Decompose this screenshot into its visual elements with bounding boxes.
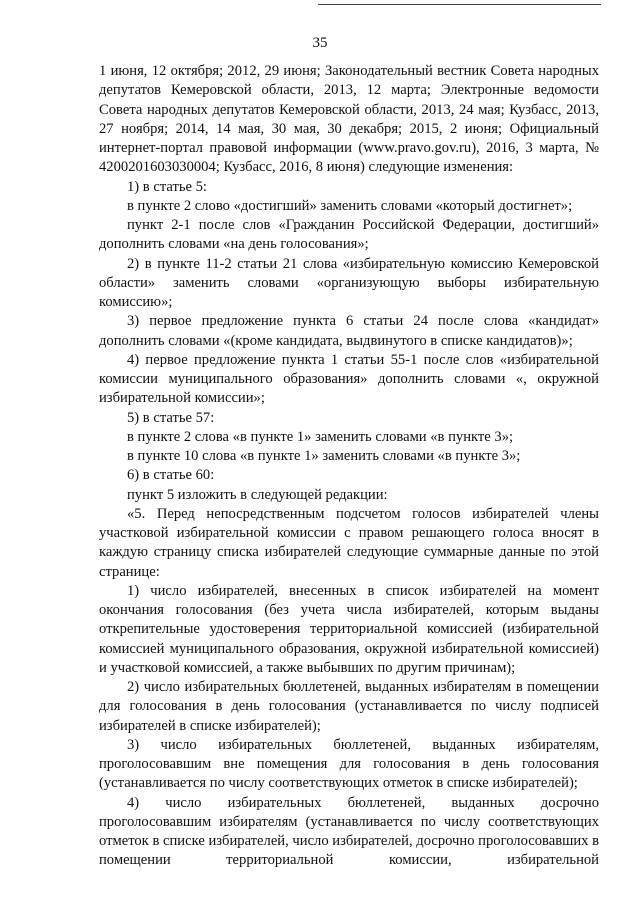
paragraph: 5) в статье 57: [127, 409, 215, 426]
paragraph: пункт 2-1 после слов «Гражданин Российской Федерации, достигший» дополнить словами «на день голосования»; [99, 217, 599, 253]
paragraph: 1) в статье 5: [127, 178, 207, 195]
paragraph: 3) число избирательных бюллетеней, выданных избирателям, проголосовавшим вне помещения для голосования в день голосования (устанавливается по числу соответствующих отметок в списке избирателей); [99, 736, 599, 792]
paragraph: 6) в статье 60: [127, 467, 215, 484]
page-number: 35 [312, 35, 328, 51]
top-rule [318, 4, 601, 5]
paragraph: 1) число избирателей, внесенных в список избирателей на момент окончания голосования (без учета числа избирателей, которым выданы открепительные удостоверения территориальной комиссией (избирательной комиссией муниципального образования, окружной избирательной комиссией) и участковой комиссией, а также выбывших по другим причинам); [99, 582, 599, 676]
paragraph: 3) первое предложение пункта 6 статьи 24 после слова «кандидат» дополнить словами «(кроме кандидата, выдвинутого в списке кандидатов)»; [99, 313, 599, 349]
paragraph: в пункте 10 слова «в пункте 1» заменить словами «в пункте 3»; [127, 448, 521, 464]
document-body [99, 62, 599, 871]
paragraph: в пункте 2 слова «в пункте 1» заменить словами «в пункте 3»; [127, 428, 514, 445]
paragraph: 2) в пункте 11-2 статьи 21 слова «избирательную комиссию Кемеровской области» заменить словами «организующую выборы избирательную комиссию»; [99, 255, 599, 310]
paragraph: «5. Перед непосредственным подсчетом голосов избирателей члены участковой избирательной комиссии с правом решающего голоса вносят в каждую страницу списка избирателей следующие суммарные данные по этой странице: [99, 505, 599, 580]
paragraph: 4) первое предложение пункта 1 статьи 55-1 после слов «избирательной комиссии муниципального образования» дополнить словами «, окружной избирательной комиссии»; [99, 351, 599, 407]
paragraph: 4) число избирательных бюллетеней, выданных досрочно проголосовавшим избирателям (устанавливается по числу соответствующих отметок в списке избирателей, число избирателей, досрочно проголосовавших в помещении территориальной комиссии, избирательной [99, 794, 599, 869]
paragraph: 1 июня, 12 октября; 2012, 29 июня; Законодательный вестник Совета народных депутатов Кемеровской области, 2013, 12 марта; Электронные ведомости Совета народных депутатов Кемеровской области, 2013, 24 мая; Кузбасс, 2013, 27 ноября; 2014, 14 мая, 30 мая, 30 декабря; 2015, 2 июня; Официальный интернет-портал правовой информации (www.pravo.gov.ru), 2016, 3 марта, № 4200201603030004; Кузбасс, 2016, 8 июня) следующие изменения: [99, 63, 599, 176]
paragraph: пункт 5 изложить в следующей редакции: [127, 486, 388, 503]
paragraph: 2) число избирательных бюллетеней, выданных избирателям в помещении для голосования в день голосования (устанавливается по числу подписей избирателей в списке избирателей); [99, 679, 599, 734]
paragraph: в пункте 2 слово «достигший» заменить словами «который достигнет»; [127, 197, 573, 214]
